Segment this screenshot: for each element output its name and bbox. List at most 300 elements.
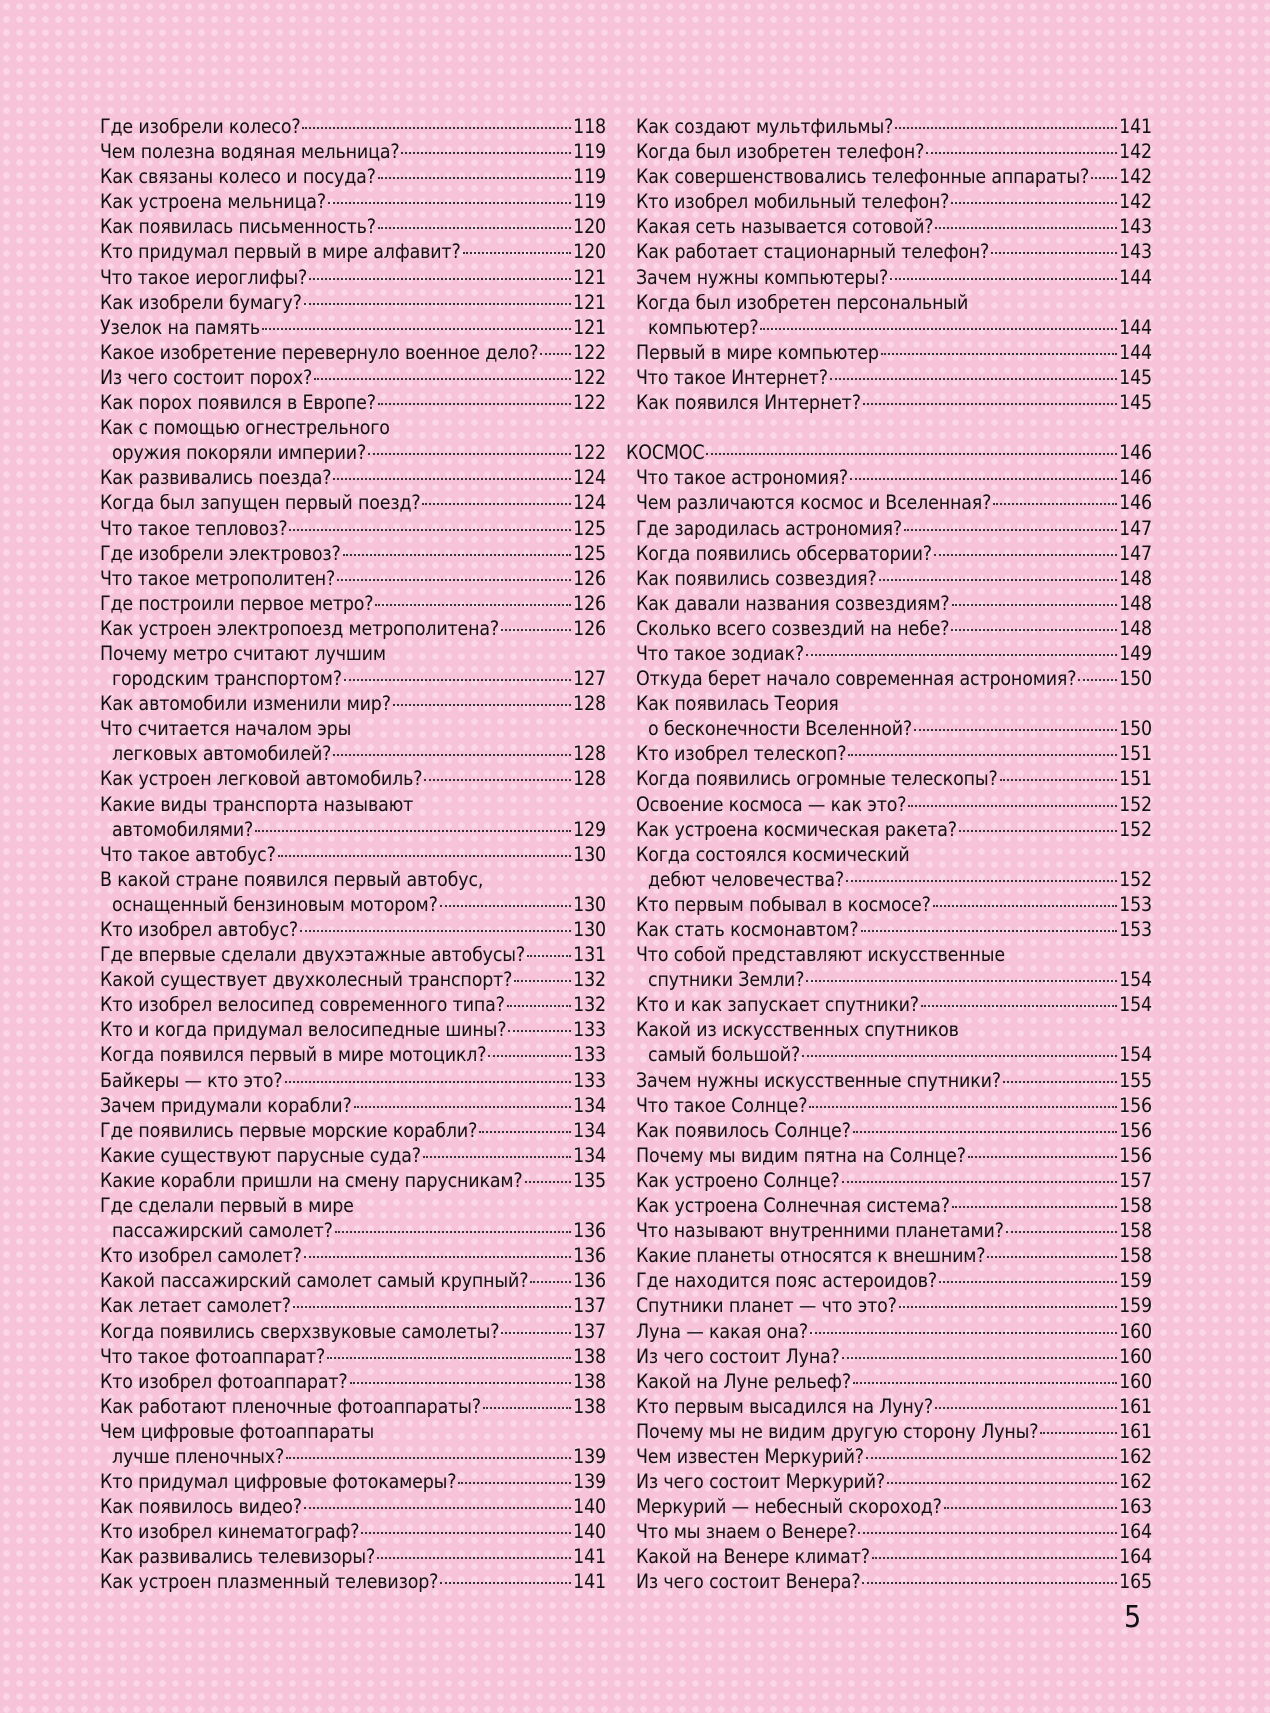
toc-entry-title: Какие существуют парусные суда?	[100, 1143, 421, 1167]
toc-entry-title: Что такое фотоаппарат?	[100, 1344, 326, 1368]
toc-page-number: 131	[573, 943, 606, 967]
dot-leader	[527, 955, 571, 957]
toc-page-number: 164	[1119, 1520, 1152, 1544]
dot-leader	[350, 1382, 572, 1384]
toc-page-number: 128	[573, 742, 606, 766]
toc-entry-title: Кто первым высадился на Луну?	[636, 1394, 933, 1418]
dot-leader	[335, 1231, 571, 1233]
toc-entry[interactable]	[636, 516, 1152, 541]
dot-leader	[424, 779, 571, 781]
toc-page-number: 146	[1119, 441, 1152, 465]
toc-entry[interactable]	[636, 566, 1152, 591]
toc-entry[interactable]	[100, 164, 606, 189]
toc-entry[interactable]	[100, 1369, 606, 1394]
toc-entry[interactable]	[636, 1569, 1152, 1594]
toc-entry[interactable]	[100, 490, 606, 515]
toc-entry[interactable]	[100, 315, 606, 340]
toc-page-number: 129	[573, 817, 606, 841]
toc-page-number: 134	[573, 1118, 606, 1142]
dot-leader	[337, 579, 571, 581]
toc-entry[interactable]	[636, 641, 1152, 666]
toc-page-number: 119	[573, 165, 606, 189]
toc-entry[interactable]	[636, 1068, 1152, 1093]
toc-entry-title: Откуда берет начало современная астрономия?	[636, 667, 1077, 691]
toc-entry[interactable]	[636, 842, 1152, 892]
toc-entry[interactable]	[100, 139, 606, 164]
toc-entry-title: Зачем нужны искусственные спутники?	[636, 1068, 1001, 1092]
toc-entry-title: Из чего состоит порох?	[100, 365, 313, 389]
dot-leader	[440, 905, 571, 907]
toc-page-number: 125	[573, 516, 606, 540]
toc-page-number: 161	[1119, 1394, 1152, 1418]
dot-leader	[933, 905, 1117, 907]
toc-entry[interactable]	[636, 1143, 1152, 1168]
toc-page-number: 151	[1119, 742, 1152, 766]
toc-entry-title: КОСМОС	[626, 441, 705, 465]
toc-entry-title: Как появились созвездия?	[636, 566, 877, 590]
toc-entry[interactable]	[100, 992, 606, 1017]
toc-entry[interactable]	[100, 591, 606, 616]
toc-page-number: 130	[573, 892, 606, 916]
toc-page-number: 134	[573, 1093, 606, 1117]
toc-entry-title: Где находится пояс астероидов?	[636, 1269, 937, 1293]
dot-leader	[830, 378, 1117, 380]
dot-leader	[879, 579, 1118, 581]
toc-entry[interactable]	[100, 1319, 606, 1344]
toc-entry-title: Как автомобили изменили мир?	[100, 692, 391, 716]
toc-page-number: 153	[1119, 892, 1152, 916]
dot-leader	[302, 127, 571, 129]
toc-entry-title: Как с помощью огнестрельного	[100, 416, 390, 440]
toc-entry-title: Кто изобрел автобус?	[100, 918, 299, 941]
toc-page-number: 160	[1119, 1344, 1152, 1368]
toc-entry[interactable]	[100, 1544, 606, 1569]
dot-leader	[887, 1482, 1117, 1484]
toc-entry[interactable]	[100, 1243, 606, 1268]
dot-leader	[842, 1357, 1118, 1359]
toc-entry[interactable]	[636, 1344, 1152, 1369]
toc-entry-title: лучше пленочных?	[112, 1444, 285, 1468]
toc-entry[interactable]	[100, 842, 606, 867]
toc-entry[interactable]	[636, 1218, 1152, 1243]
toc-page-number: 119	[573, 140, 606, 164]
toc-entry[interactable]	[100, 641, 606, 691]
dot-leader	[422, 503, 571, 505]
toc-entry-title: Когда появились огромные телескопы?	[636, 767, 998, 791]
toc-page-number: 142	[1119, 140, 1152, 164]
toc-entry[interactable]	[100, 1168, 606, 1193]
dot-leader	[293, 1306, 571, 1308]
toc-page-number: 146	[1119, 491, 1152, 515]
toc-entry[interactable]	[636, 1469, 1152, 1494]
toc-entry[interactable]	[100, 1193, 606, 1243]
toc-page-number: 156	[1119, 1093, 1152, 1117]
toc-entry[interactable]	[636, 490, 1152, 515]
toc-page-number: 148	[1119, 616, 1152, 640]
dot-leader	[809, 1106, 1117, 1108]
toc-entry[interactable]	[100, 239, 606, 264]
toc-page-number: 148	[1119, 591, 1152, 615]
toc-entry-title: Какая сеть называется сотовой?	[636, 215, 934, 239]
dot-leader	[802, 1055, 1117, 1057]
toc-entry-title: дебют человечества?	[648, 867, 845, 891]
dot-leader	[1000, 779, 1118, 781]
toc-entry[interactable]	[100, 867, 606, 917]
toc-page-number: 158	[1119, 1194, 1152, 1218]
dot-leader	[440, 1582, 571, 1584]
toc-entry[interactable]	[636, 1293, 1152, 1318]
dot-leader	[853, 1131, 1117, 1133]
toc-entry[interactable]	[636, 139, 1152, 164]
dot-leader	[540, 353, 571, 355]
toc-entry[interactable]	[636, 591, 1152, 616]
toc-entry[interactable]	[100, 566, 606, 591]
toc-page-number: 152	[1119, 792, 1152, 816]
dot-leader	[401, 152, 571, 154]
toc-entry-title: спутники Земли?	[648, 968, 805, 992]
toc-entry-title: Как устроена космическая ракета?	[636, 817, 957, 841]
toc-page-number: 140	[573, 1520, 606, 1544]
toc-entry[interactable]	[100, 415, 606, 465]
toc-entry[interactable]	[100, 1093, 606, 1118]
toc-entry[interactable]	[636, 666, 1152, 691]
toc-page-number: 128	[573, 767, 606, 791]
toc-page-number: 141	[573, 1545, 606, 1569]
dot-leader	[1003, 1081, 1117, 1083]
toc-entry-title: Кто изобрел телескоп?	[636, 742, 847, 766]
toc-page-number: 133	[573, 1043, 606, 1067]
dot-leader	[483, 1407, 571, 1409]
toc-entry[interactable]	[100, 1017, 606, 1042]
section-gap	[636, 415, 1152, 440]
toc-entry[interactable]	[100, 1068, 606, 1093]
dot-leader	[508, 1030, 571, 1032]
toc-page-number: 154	[1119, 993, 1152, 1017]
toc-entry-title: автомобилями?	[112, 817, 254, 841]
toc-page-number: 162	[1119, 1444, 1152, 1468]
toc-entry-title: Где построили первое метро?	[100, 591, 374, 615]
toc-entry[interactable]	[636, 290, 1152, 340]
dot-leader	[309, 278, 571, 280]
toc-page-number: 158	[1119, 1219, 1152, 1243]
dot-leader	[934, 554, 1117, 556]
toc-page-number: 159	[1119, 1269, 1152, 1293]
toc-entry[interactable]	[100, 716, 606, 766]
toc-entry[interactable]	[100, 616, 606, 641]
dot-leader	[706, 453, 1117, 455]
toc-entry-title: Кто и когда придумал велосипедные шины?	[100, 1018, 507, 1042]
toc-entry[interactable]	[636, 465, 1152, 490]
toc-entry-title: Где изобрели электровоз?	[100, 541, 341, 565]
toc-entry[interactable]	[636, 541, 1152, 566]
toc-entry[interactable]	[636, 741, 1152, 766]
toc-entry-title: Как устроен легковой автомобиль?	[100, 767, 423, 791]
toc-entry[interactable]	[636, 892, 1152, 917]
toc-entry[interactable]	[636, 239, 1152, 264]
toc-entry[interactable]	[100, 465, 606, 490]
toc-entry[interactable]	[100, 189, 606, 214]
toc-entry[interactable]	[636, 114, 1152, 139]
toc-page-number: 151	[1119, 767, 1152, 791]
toc-entry-title: оснащенный бензиновым мотором?	[112, 892, 438, 916]
toc-entry[interactable]	[100, 1519, 606, 1544]
toc-entry[interactable]	[636, 1494, 1152, 1519]
toc-entry[interactable]	[100, 114, 606, 139]
toc-entry-title: Какой на Венере климат?	[636, 1545, 870, 1569]
dot-leader	[458, 1482, 571, 1484]
toc-entry-title: Когда появились обсерватории?	[636, 541, 932, 565]
toc-entry[interactable]	[100, 1494, 606, 1519]
toc-page-number: 144	[1119, 340, 1152, 364]
toc-page-number: 120	[573, 215, 606, 239]
dot-leader	[304, 1507, 571, 1509]
toc-entry-title: Как устроен плазменный телевизор?	[100, 1570, 439, 1594]
dot-leader	[914, 729, 1117, 731]
toc-entry[interactable]	[636, 616, 1152, 641]
dot-leader	[289, 529, 571, 531]
toc-entry[interactable]	[636, 1193, 1152, 1218]
toc-page-number: 164	[1119, 1545, 1152, 1569]
toc-entry[interactable]	[100, 516, 606, 541]
toc-entry[interactable]	[636, 1268, 1152, 1293]
dot-leader	[853, 1382, 1117, 1384]
toc-entry[interactable]	[100, 214, 606, 239]
toc-page-number: 143	[1119, 215, 1152, 239]
toc-page-number: 120	[573, 240, 606, 264]
toc-page-number: 124	[573, 466, 606, 490]
toc-entry[interactable]	[636, 1168, 1152, 1193]
toc-entry[interactable]	[636, 1118, 1152, 1143]
dot-leader	[300, 930, 571, 932]
toc-entry-title: Как порох появился в Европе?	[100, 391, 376, 415]
toc-entry-title: Как работают пленочные фотоаппараты?	[100, 1394, 481, 1418]
toc-page-number: 141	[1119, 115, 1152, 138]
toc-entry[interactable]	[636, 1319, 1152, 1344]
toc-entry[interactable]	[636, 817, 1152, 842]
toc-entry[interactable]	[100, 1118, 606, 1143]
toc-entry-title: Когда был изобретен телефон?	[636, 140, 925, 164]
toc-entry-title: Что мы знаем о Венере?	[636, 1520, 857, 1544]
dot-leader	[806, 980, 1117, 982]
toc-page-number: 122	[573, 340, 606, 364]
toc-entry-title: Как устроено Солнце?	[636, 1168, 840, 1192]
dot-leader	[952, 604, 1118, 606]
toc-page-number: 135	[573, 1168, 606, 1192]
toc-page-number: 147	[1119, 541, 1152, 565]
toc-entry[interactable]	[100, 942, 606, 967]
toc-entry-title: Какие планеты относятся к внешним?	[636, 1244, 986, 1268]
toc-entry-title: городским транспортом?	[112, 667, 342, 691]
toc-entry[interactable]	[100, 390, 606, 415]
toc-entry-title: Меркурий — небесный скороход?	[636, 1495, 942, 1519]
dot-leader	[858, 1532, 1117, 1534]
toc-entry-title: Как появился Интернет?	[636, 391, 861, 415]
toc-page-number: 136	[573, 1269, 606, 1293]
toc-entry[interactable]	[100, 792, 606, 842]
toc-entry-title: Как развивались поезда?	[100, 466, 332, 490]
toc-entry-title: Что такое метрополитен?	[100, 566, 336, 590]
toc-entry-title: Где появились первые морские корабли?	[100, 1118, 478, 1142]
toc-entry[interactable]	[636, 1394, 1152, 1419]
dot-leader	[1078, 679, 1117, 681]
toc-entry[interactable]	[100, 1293, 606, 1318]
toc-entry-title: Чем полезна водяная мельница?	[100, 140, 400, 164]
toc-page-number: 144	[1119, 265, 1152, 289]
toc-entry-title: Узелок на память	[100, 315, 260, 339]
toc-entry[interactable]	[100, 1569, 606, 1594]
toc-page-number: 156	[1119, 1118, 1152, 1142]
dot-leader	[368, 453, 571, 455]
toc-entry[interactable]	[100, 691, 606, 716]
toc-entry[interactable]	[636, 1419, 1152, 1444]
toc-entry[interactable]	[636, 792, 1152, 817]
toc-entry[interactable]	[636, 766, 1152, 791]
toc-entry-title: Какой из искусственных спутников	[636, 1018, 959, 1042]
toc-page-number: 134	[573, 1143, 606, 1167]
toc-entry[interactable]	[636, 691, 1152, 741]
toc-entry-title: Из чего состоит Меркурий?	[636, 1470, 885, 1494]
toc-entry[interactable]	[100, 1419, 606, 1469]
toc-entry-title: Что такое тепловоз?	[100, 516, 288, 540]
toc-page-number: 138	[573, 1369, 606, 1393]
toc-entry-title: пассажирский самолет?	[112, 1219, 333, 1243]
toc-entry[interactable]	[100, 967, 606, 992]
toc-entry-title: Как появилась Теория	[636, 692, 839, 716]
dot-leader	[760, 328, 1117, 330]
dot-leader	[333, 478, 571, 480]
dot-leader	[866, 1457, 1117, 1459]
toc-entry-title: Когда появились сверхзвуковые самолеты?	[100, 1319, 500, 1343]
toc-page-number: 122	[573, 391, 606, 415]
dot-leader	[530, 1281, 571, 1283]
toc-page-number: 126	[573, 591, 606, 615]
toc-entry-title: Как развивались телевизоры?	[100, 1545, 376, 1569]
toc-entry[interactable]	[100, 365, 606, 390]
toc-page-number: 126	[573, 566, 606, 590]
toc-entry-title: Как летает самолет?	[100, 1294, 291, 1318]
dot-leader	[987, 1256, 1117, 1258]
toc-page-number: 158	[1119, 1244, 1152, 1268]
toc-page-number: 145	[1119, 391, 1152, 415]
toc-entry[interactable]	[636, 1544, 1152, 1569]
toc-entry[interactable]	[636, 214, 1152, 239]
dot-leader	[501, 1332, 571, 1334]
toc-entry[interactable]	[636, 942, 1152, 992]
toc-entry-title: Как создают мультфильмы?	[636, 115, 894, 138]
toc-page-number: 127	[573, 667, 606, 691]
toc-page-number: 145	[1119, 365, 1152, 389]
toc-entry-title: Где впервые сделали двухэтажные автобусы?	[100, 943, 526, 967]
toc-page-number: 150	[1119, 667, 1152, 691]
toc-entry-title: Зачем нужны компьютеры?	[636, 265, 889, 289]
toc-entry[interactable]	[100, 1143, 606, 1168]
dot-leader	[895, 127, 1117, 129]
toc-entry-title: Кто изобрел самолет?	[100, 1244, 302, 1268]
toc-entry[interactable]	[100, 541, 606, 566]
toc-entry-title: Освоение космоса — как это?	[636, 792, 907, 816]
toc-entry[interactable]	[636, 365, 1152, 390]
toc-page-number: 152	[1119, 867, 1152, 891]
toc-entry[interactable]	[100, 917, 606, 942]
toc-page-number: 126	[573, 616, 606, 640]
toc-entry[interactable]	[100, 1042, 606, 1067]
dot-leader	[377, 1557, 571, 1559]
toc-page-number: 147	[1119, 516, 1152, 540]
dot-leader	[514, 980, 571, 982]
toc-entry-title: Почему мы не видим другую сторону Луны?	[636, 1419, 1039, 1443]
dot-leader	[361, 1532, 571, 1534]
toc-page-number: 146	[1119, 466, 1152, 490]
toc-entry-title: В какой стране появился первый автобус,	[100, 867, 484, 891]
toc-page-number: 122	[573, 441, 606, 465]
dot-leader	[842, 1181, 1118, 1183]
toc-column-left	[100, 114, 606, 1595]
toc-entry-title: легковых автомобилей?	[112, 742, 332, 766]
toc-entry-title: Почему метро считают лучшим	[100, 641, 386, 665]
toc-entry[interactable]	[636, 1369, 1152, 1394]
toc-entry-title: Кто изобрел мобильный телефон?	[636, 190, 950, 214]
toc-entry[interactable]	[636, 265, 1152, 290]
toc-page-number: 121	[573, 290, 606, 314]
toc-entry[interactable]	[100, 1268, 606, 1293]
toc-entry-title: Кто придумал цифровые фотокамеры?	[100, 1470, 457, 1494]
dot-leader	[525, 1181, 572, 1183]
toc-page-number: 161	[1119, 1419, 1152, 1443]
toc-entry[interactable]	[636, 189, 1152, 214]
toc-entry[interactable]	[636, 1444, 1152, 1469]
toc-entry[interactable]	[100, 340, 606, 365]
toc-page-number: 137	[573, 1319, 606, 1343]
toc-entry[interactable]	[100, 265, 606, 290]
toc-page-number: 142	[1119, 190, 1152, 214]
dot-leader	[861, 930, 1118, 932]
toc-entry[interactable]	[100, 1344, 606, 1369]
toc-entry[interactable]	[636, 1519, 1152, 1544]
dot-leader	[378, 403, 571, 405]
toc-entry[interactable]	[636, 340, 1152, 365]
dot-leader	[378, 177, 571, 179]
toc-entry[interactable]	[100, 766, 606, 791]
toc-entry[interactable]	[636, 1243, 1152, 1268]
toc-entry-title: оружия покоряли империи?	[112, 441, 367, 465]
toc-entry-title: Кто изобрел велосипед современного типа?	[100, 993, 505, 1017]
dot-leader	[488, 1055, 571, 1057]
toc-entry[interactable]	[636, 992, 1152, 1017]
toc-page-number: 130	[573, 918, 606, 941]
toc-entry[interactable]	[100, 1469, 606, 1494]
toc-entry-title: Где сделали первый в мире	[100, 1194, 354, 1218]
toc-entry[interactable]	[100, 1394, 606, 1419]
toc-entry[interactable]	[636, 390, 1152, 415]
toc-entry-title: Кто изобрел кинематограф?	[100, 1520, 360, 1544]
toc-entry-title: о бесконечности Вселенной?	[648, 717, 913, 741]
toc-entry[interactable]	[100, 290, 606, 315]
toc-entry[interactable]	[636, 917, 1152, 942]
dot-leader	[810, 1332, 1117, 1334]
toc-entry-title: Как давали названия созвездиям?	[636, 591, 950, 615]
dot-leader	[863, 403, 1117, 405]
dot-leader	[286, 1457, 571, 1459]
dot-leader	[378, 227, 571, 229]
toc-page-number: 133	[573, 1068, 606, 1092]
toc-entry[interactable]	[636, 1093, 1152, 1118]
toc-page-number: 118	[573, 115, 606, 138]
toc-entry[interactable]	[636, 164, 1152, 189]
toc-page-number: 143	[1119, 240, 1152, 264]
dot-leader	[993, 503, 1117, 505]
toc-section-heading[interactable]	[626, 440, 1152, 465]
toc-entry[interactable]	[636, 1017, 1152, 1067]
